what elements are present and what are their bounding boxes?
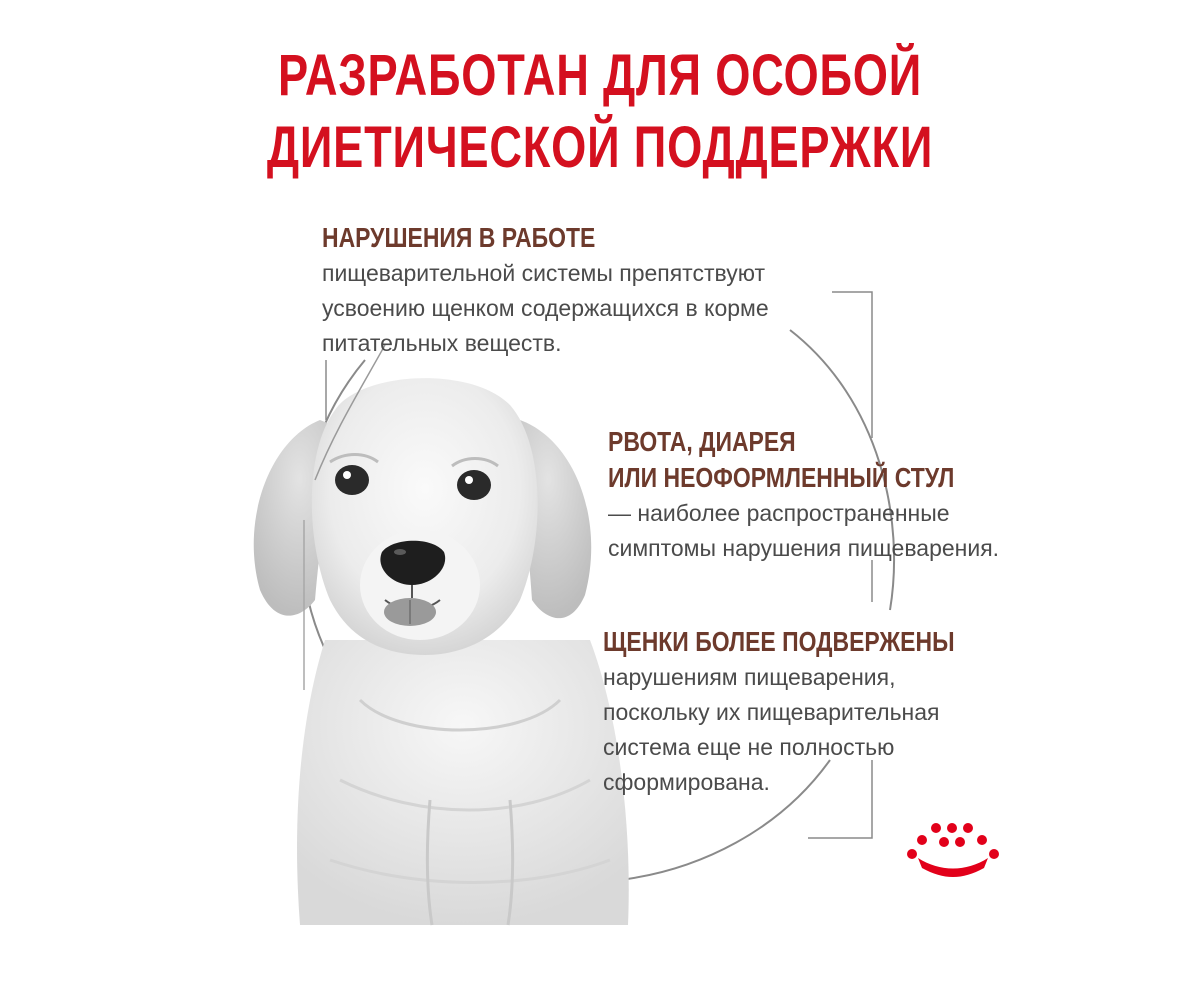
info-block-symptoms xyxy=(608,424,1030,566)
royal-crown-logo xyxy=(907,823,999,877)
block-text-line: система еще не полностью xyxy=(603,734,895,760)
block-heading: РВОТА, ДИАРЕЯ xyxy=(608,426,796,457)
block-text-line: сформирована. xyxy=(603,769,770,795)
block-heading: ИЛИ НЕОФОРМЛЕННЫЙ СТУЛ xyxy=(608,462,955,493)
block-text-line: пищеварительной системы препятствуют xyxy=(322,260,765,286)
puppy-photo xyxy=(254,378,629,925)
block-text-line: питательных веществ. xyxy=(322,330,562,356)
block-heading: ЩЕНКИ БОЛЕЕ ПОДВЕРЖЕНЫ xyxy=(603,626,955,657)
info-block-digestion xyxy=(322,220,769,361)
block-text-line: — наиболее распространенные xyxy=(608,500,950,526)
info-block-puppies xyxy=(603,624,1032,800)
block-text-line: усвоению щенком содержащихся в корме xyxy=(322,295,769,321)
block-text-line: симптомы нарушения пищеварения. xyxy=(608,535,1000,561)
title-line-2: ДИЕТИЧЕСКОЙ ПОДДЕРЖКИ xyxy=(266,115,934,180)
block-text-line: нарушениям пищеварения, xyxy=(603,664,896,690)
block-text-line: поскольку их пищеварительная xyxy=(603,699,940,725)
block-heading: НАРУШЕНИЯ В РАБОТЕ xyxy=(322,222,596,253)
title-line-1: РАЗРАБОТАН ДЛЯ ОСОБОЙ xyxy=(277,43,923,108)
